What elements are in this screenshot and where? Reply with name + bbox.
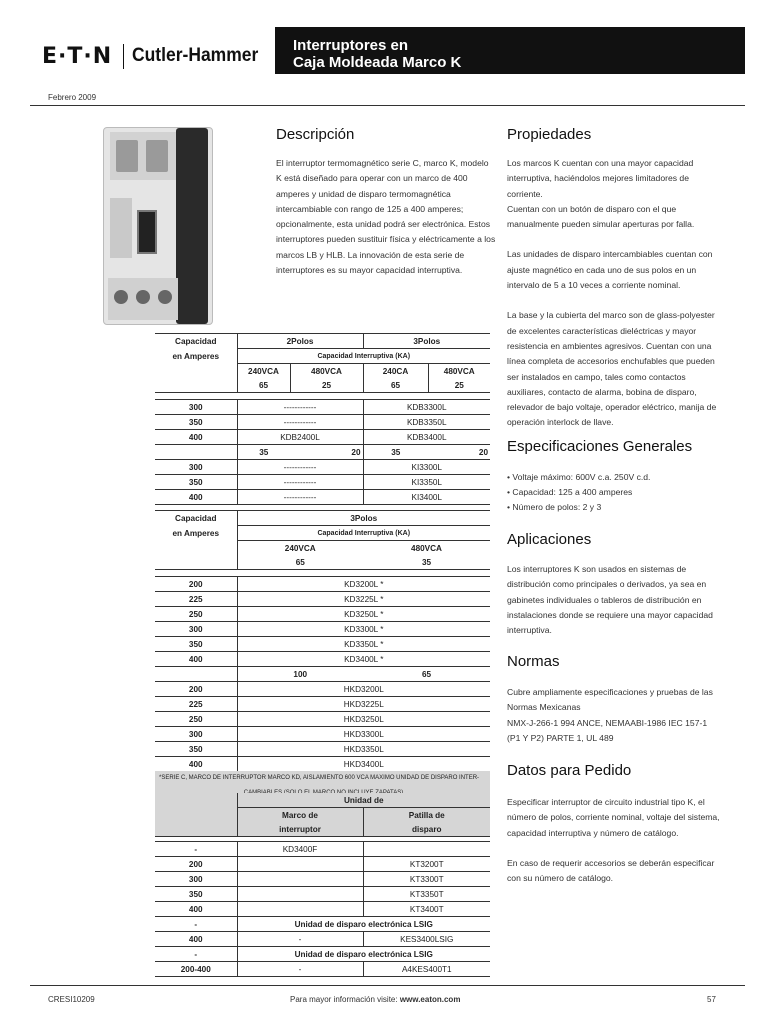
- unidad-header: Unidad de: [237, 793, 490, 808]
- table-row: 200-400 - A4KES400T1: [155, 962, 490, 977]
- table-row: 200 KT3200T: [155, 857, 490, 872]
- table-row: 250 HKD3250L: [155, 712, 490, 727]
- title-banner: [275, 27, 745, 74]
- table-trip-units: [155, 793, 490, 977]
- title-line-2: Caja Moldeada Marco K: [293, 54, 462, 71]
- polos2-header: 2Polos: [237, 334, 363, 349]
- table-row: 400 HKD3400L: [155, 757, 490, 772]
- breaker-product-image: [103, 127, 213, 325]
- normas-heading: Normas: [507, 653, 560, 670]
- spec-item: • Número de polos: 2 y 3: [507, 502, 602, 512]
- voltage-header: 480VCA: [428, 364, 490, 379]
- table-note-line-1: *SERIE C, MARCO DE INTERRUPTOR MARCO KD, AISLAMIENTO 600 VCA MAXIMO UNIDAD DE DISPARO INTER-: [159, 775, 480, 781]
- logo-divider: [123, 44, 124, 69]
- descripcion-text: El interruptor termomagnético serie C, marco K, modelo K está diseñado para operar con un marco de 400 amperes y unidad de disparo termomagnética intercambiable con rango de 125 a 400 amperes; opcionalmente, esta unidad podrá ser electrónica. Estos interruptores pueden sustituir física y eléctricamente a los marcos LB y HLB. La innovación de esta serie de interruptores es su mayor capacidad interruptiva.: [276, 158, 496, 276]
- eaton-logo: E·T·N: [42, 44, 113, 69]
- normas-text: [507, 685, 721, 746]
- table-row: 350 ------------ KI3350L: [155, 475, 490, 490]
- table-row: 300 ------------ KDB3300L: [155, 400, 490, 415]
- cap-header-1: Capacidad: [175, 513, 217, 523]
- publication-date: Febrero 2009: [48, 93, 97, 102]
- table-row: 400 KT3400T: [155, 902, 490, 917]
- especificaciones-list: [507, 470, 650, 515]
- ka-value: 35: [421, 557, 432, 567]
- ka-value: 65: [237, 378, 290, 393]
- propiedades-p4: La base y la cubierta del marco son de glass-polyester de excelentes características dieléctricas y mayor resistencia en ambientes agresivos. Cuentan con una línea completa de accesorios enchufables que pueden ser instalados en campo, tales como contactos auxiliares, contacto de alarma, bobina de disparo, relevador de bajo voltaje, operador eléctrico, manija de operación interlock de llave.: [507, 310, 717, 428]
- polos3-header: 3Polos: [237, 511, 490, 526]
- eaton-website-link[interactable]: www.eaton.com: [399, 995, 461, 1004]
- marco-header-2: interruptor: [237, 822, 363, 837]
- aplicaciones-heading: Aplicaciones: [507, 531, 592, 548]
- title-line-1: Interruptores en: [293, 37, 409, 54]
- footer-info-text: Para mayor información visite:: [290, 995, 400, 1004]
- patilla-header-2: disparo: [363, 822, 490, 837]
- table-row: - KD3400F: [155, 842, 490, 857]
- especificaciones-heading: Especificaciones Generales: [507, 438, 693, 455]
- table-row: 200 HKD3200L: [155, 682, 490, 697]
- propiedades-p1: Los marcos K cuentan con una mayor capacidad interruptiva, haciéndolos mejores limitadores de corriente.: [507, 158, 694, 199]
- patilla-header-1: Patilla de: [363, 808, 490, 823]
- table-row: 225 HKD3225L: [155, 697, 490, 712]
- datos-pedido-p2: En caso de requerir accesorios se deberán especificar con su número de catálogo.: [507, 857, 715, 884]
- table-row: 200 KD3200L *: [155, 577, 490, 592]
- propiedades-p3: Las unidades de disparo intercambiables cuentan con ajuste magnético en cada uno de sus polos en un intervalo de 5 a 10 veces a corriente nominal.: [507, 249, 713, 291]
- table-row: 400 KD3400L *: [155, 652, 490, 667]
- table-kdb-ki: [155, 333, 490, 505]
- ka-value: 25: [290, 378, 363, 393]
- voltage-header: 240CA: [363, 364, 428, 379]
- cap-header-1: Capacidad: [175, 336, 217, 346]
- table-row: 350 KD3350L *: [155, 637, 490, 652]
- table-row: 400 - KES3400LSIG: [155, 932, 490, 947]
- cap-header-2: en Amperes: [172, 351, 220, 361]
- voltage-header: 480VCA: [290, 364, 363, 379]
- document-code: CRESI10209: [48, 995, 95, 1004]
- normas-p1: Cubre ampliamente especificaciones y pruebas de las Normas Mexicanas: [507, 687, 713, 713]
- ka-subheader-row: 35 20 35 20: [155, 445, 490, 460]
- ka-value: 65: [363, 378, 428, 393]
- datos-pedido-heading: Datos para Pedido: [507, 762, 632, 779]
- ka-value: 65: [237, 555, 363, 570]
- voltage-header: 240VCA: [237, 541, 363, 556]
- table-row: 300 KT3300T: [155, 872, 490, 887]
- table-row: 350 HKD3350L: [155, 742, 490, 757]
- table-row: 300 ------------ KI3300L: [155, 460, 490, 475]
- propiedades-text: [507, 156, 721, 431]
- normas-p2: NMX-J-266-1 994 ANCE, NEMAABI-1986 IEC 157-1 (P1 Y P2) PARTE 1, UL 489: [507, 717, 708, 743]
- ka-value: 25: [428, 378, 490, 393]
- table-row: 250 KD3250L *: [155, 607, 490, 622]
- table-note-line-2: CAMBIABLES (SOLO EL MARCO NO INCLUYE ZAPATAS): [243, 790, 404, 796]
- voltage-header: 240VCA: [237, 364, 290, 379]
- propiedades-heading: Propiedades: [507, 126, 592, 143]
- table-row: 300 KD3300L *: [155, 622, 490, 637]
- polos3-header: 3Polos: [363, 334, 490, 349]
- table-row: 225 KD3225L *: [155, 592, 490, 607]
- page-number: 57: [707, 995, 716, 1004]
- datos-pedido-text: [507, 795, 721, 886]
- table-row: 350 ------------ KDB3350L: [155, 415, 490, 430]
- footer-info: [290, 995, 460, 1004]
- descripcion-heading: Descripción: [276, 126, 355, 143]
- cap-int-header: Capacidad Interruptiva (KA): [237, 526, 490, 541]
- cap-int-header: Capacidad Interruptiva (KA): [237, 349, 490, 364]
- marco-header-1: Marco de: [237, 808, 363, 823]
- table-row: 400 ------------ KI3400L: [155, 490, 490, 505]
- table-kd-hkd: [155, 510, 490, 801]
- table-row: 300 HKD3300L: [155, 727, 490, 742]
- spec-item: • Voltaje máximo: 600V c.a. 250V c.d.: [507, 472, 651, 482]
- propiedades-p2: Cuentan con un botón de disparo con el que manualmente pueden simular aperturas por falla.: [507, 203, 695, 230]
- header-rule: [30, 105, 745, 106]
- footer-rule: [30, 985, 745, 986]
- ka-subheader-row: 100 65: [155, 667, 490, 682]
- lsig-header-row: - Unidad de disparo electrónica LSIG: [155, 947, 490, 962]
- table-row: 350 KT3350T: [155, 887, 490, 902]
- voltage-header: 480VCA: [363, 541, 490, 556]
- datos-pedido-p1: Especificar interruptor de circuito industrial tipo K, el número de polos, corriente nominal, voltaje del sistema, capacidad interruptiva y número de catálogo.: [507, 797, 720, 838]
- cap-header-2: en Amperes: [172, 528, 220, 538]
- spec-item: • Capacidad: 125 a 400 amperes: [507, 487, 633, 497]
- lsig-header-row: - Unidad de disparo electrónica LSIG: [155, 917, 490, 932]
- table-row: 400 KDB2400L KDB3400L: [155, 430, 490, 445]
- cutler-hammer-logo: Cutler-Hammer: [132, 45, 259, 66]
- aplicaciones-text: Los interruptores K son usados en sistemas de distribución como principales o derivados, ya sea en gabinetes individuales o tableros de distribución en instalaciones donde se requiere una mayor capacidad interruptiva.: [507, 564, 713, 636]
